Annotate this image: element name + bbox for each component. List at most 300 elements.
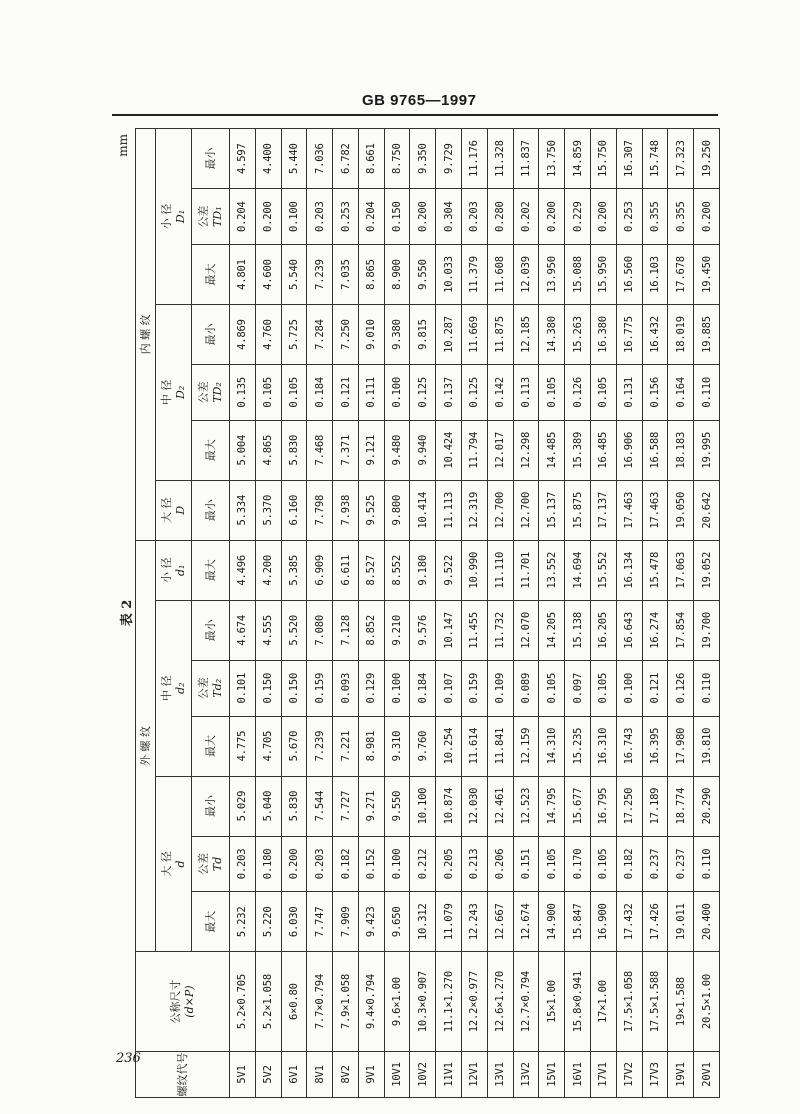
pitch-int-max-cell: 12.298 bbox=[513, 420, 539, 480]
pitch-ext-max-cell: 4.705 bbox=[255, 716, 281, 776]
minor-int-min-cell: 9.350 bbox=[410, 129, 436, 189]
pitch-ext-max-cell: 15.235 bbox=[565, 716, 591, 776]
major-ext-max-cell: 16.900 bbox=[590, 892, 616, 952]
major-int-min-cell: 7.798 bbox=[307, 480, 333, 540]
minor-int-max-cell: 10.033 bbox=[436, 245, 462, 305]
pitch-int-tol-cell: 0.164 bbox=[668, 365, 694, 421]
header-rule bbox=[112, 114, 718, 116]
minor-ext-max-cell: 10.990 bbox=[462, 540, 488, 600]
minor-int-max-cell: 4.600 bbox=[255, 245, 281, 305]
pitch-ext-min-cell: 5.520 bbox=[281, 600, 307, 660]
minor-int-tol-cell: 0.200 bbox=[410, 189, 436, 245]
nominal-size-cell: 15×1.00 bbox=[539, 952, 565, 1052]
table-row bbox=[694, 129, 720, 1098]
pitch-ext-tol-cell: 0.105 bbox=[590, 660, 616, 716]
pitch-int-min-cell: 4.869 bbox=[230, 305, 256, 365]
pitch-ext-tol-cell: 0.129 bbox=[358, 660, 384, 716]
minor-int-max-cell: 8.865 bbox=[358, 245, 384, 305]
pitch-int-tol-cell: 0.105 bbox=[255, 365, 281, 421]
header-minor-int-label: 小 径 bbox=[159, 203, 173, 230]
minor-int-max-cell: 13.950 bbox=[539, 245, 565, 305]
minor-int-tol-cell: 0.200 bbox=[590, 189, 616, 245]
table-row bbox=[436, 129, 462, 1098]
minor-int-tol-cell: 0.253 bbox=[616, 189, 642, 245]
table-row bbox=[487, 129, 513, 1098]
minor-int-tol-cell: 0.253 bbox=[333, 189, 359, 245]
major-ext-max-cell: 17.432 bbox=[616, 892, 642, 952]
header-code: 螺纹代号 bbox=[136, 1051, 230, 1097]
major-ext-max-cell: 5.232 bbox=[230, 892, 256, 952]
header-nominal-label: 公称尺寸 bbox=[168, 979, 182, 1024]
minor-int-tol-cell: 0.100 bbox=[281, 189, 307, 245]
major-ext-tol-cell: 0.182 bbox=[616, 836, 642, 892]
header-minor-ext bbox=[156, 540, 192, 600]
thread-code-cell: 17V2 bbox=[616, 1051, 642, 1097]
minor-int-min-cell: 13.750 bbox=[539, 129, 565, 189]
thread-code-cell: 5V1 bbox=[230, 1051, 256, 1097]
table-row bbox=[410, 129, 436, 1098]
major-ext-max-cell: 19.011 bbox=[668, 892, 694, 952]
nominal-size-cell: 7.9×1.058 bbox=[333, 952, 359, 1052]
major-ext-max-cell: 7.909 bbox=[333, 892, 359, 952]
major-ext-tol-cell: 0.205 bbox=[436, 836, 462, 892]
pitch-int-max-cell: 5.004 bbox=[230, 420, 256, 480]
pitch-int-min-cell: 18.019 bbox=[668, 305, 694, 365]
pitch-int-min-cell: 16.380 bbox=[590, 305, 616, 365]
thread-code-cell: 10V1 bbox=[384, 1051, 410, 1097]
table-body bbox=[230, 129, 720, 1098]
minor-ext-max-cell: 11.701 bbox=[513, 540, 539, 600]
thread-code-cell: 20V1 bbox=[694, 1051, 720, 1097]
header-tol-sym: Td bbox=[210, 856, 224, 872]
minor-ext-max-cell: 15.552 bbox=[590, 540, 616, 600]
major-ext-min-cell: 15.677 bbox=[565, 776, 591, 836]
minor-int-min-cell: 15.748 bbox=[642, 129, 668, 189]
header-tol-tD1 bbox=[192, 189, 230, 245]
pitch-int-min-cell: 7.284 bbox=[307, 305, 333, 365]
minor-int-max-cell: 8.900 bbox=[384, 245, 410, 305]
nominal-size-cell: 11.1×1.270 bbox=[436, 952, 462, 1052]
major-ext-tol-cell: 0.170 bbox=[565, 836, 591, 892]
pitch-int-max-cell: 9.121 bbox=[358, 420, 384, 480]
header-max: 最大 bbox=[192, 420, 230, 480]
pitch-int-max-cell: 15.389 bbox=[565, 420, 591, 480]
pitch-ext-tol-cell: 0.089 bbox=[513, 660, 539, 716]
minor-int-min-cell: 11.837 bbox=[513, 129, 539, 189]
pitch-ext-tol-cell: 0.109 bbox=[487, 660, 513, 716]
major-ext-max-cell: 7.747 bbox=[307, 892, 333, 952]
minor-ext-max-cell: 15.478 bbox=[642, 540, 668, 600]
minor-int-tol-cell: 0.355 bbox=[668, 189, 694, 245]
major-ext-max-cell: 14.900 bbox=[539, 892, 565, 952]
table-row bbox=[281, 129, 307, 1098]
table-row bbox=[565, 129, 591, 1098]
header-max: 最大 bbox=[192, 245, 230, 305]
header-max: 最大 bbox=[192, 716, 230, 776]
minor-ext-max-cell: 17.063 bbox=[668, 540, 694, 600]
header-pitch-int bbox=[156, 305, 192, 481]
pitch-int-max-cell: 9.940 bbox=[410, 420, 436, 480]
nominal-size-cell: 9.6×1.00 bbox=[384, 952, 410, 1052]
header-pitch-ext-label: 中 径 bbox=[159, 675, 173, 701]
thread-dimensions-table bbox=[135, 128, 720, 1098]
table-row bbox=[462, 129, 488, 1098]
rotated-table-block bbox=[118, 128, 720, 1098]
header-pitch-ext bbox=[156, 600, 192, 776]
minor-int-tol-cell: 0.304 bbox=[436, 189, 462, 245]
header-major-int bbox=[156, 480, 192, 540]
minor-ext-max-cell: 13.552 bbox=[539, 540, 565, 600]
pitch-ext-min-cell: 8.852 bbox=[358, 600, 384, 660]
thread-code-cell: 8V1 bbox=[307, 1051, 333, 1097]
header-minor-int bbox=[156, 129, 192, 305]
pitch-ext-min-cell: 11.732 bbox=[487, 600, 513, 660]
table-row bbox=[307, 129, 333, 1098]
pitch-ext-tol-cell: 0.093 bbox=[333, 660, 359, 716]
major-int-min-cell: 9.525 bbox=[358, 480, 384, 540]
nominal-size-cell: 10.3×0.907 bbox=[410, 952, 436, 1052]
minor-int-tol-cell: 0.202 bbox=[513, 189, 539, 245]
major-ext-min-cell: 10.100 bbox=[410, 776, 436, 836]
minor-int-min-cell: 8.750 bbox=[384, 129, 410, 189]
header-major-ext-sym: d bbox=[173, 860, 187, 868]
header-tol-td bbox=[192, 836, 230, 892]
pitch-int-min-cell: 16.432 bbox=[642, 305, 668, 365]
major-int-min-cell: 12.700 bbox=[487, 480, 513, 540]
major-int-min-cell: 17.463 bbox=[642, 480, 668, 540]
table-row bbox=[358, 129, 384, 1098]
major-ext-tol-cell: 0.105 bbox=[539, 836, 565, 892]
pitch-int-tol-cell: 0.105 bbox=[281, 365, 307, 421]
pitch-ext-tol-cell: 0.150 bbox=[281, 660, 307, 716]
thread-code-cell: 8V2 bbox=[333, 1051, 359, 1097]
pitch-int-max-cell: 9.480 bbox=[384, 420, 410, 480]
major-int-min-cell: 12.700 bbox=[513, 480, 539, 540]
pitch-ext-min-cell: 10.147 bbox=[436, 600, 462, 660]
pitch-int-max-cell: 16.906 bbox=[616, 420, 642, 480]
pitch-ext-min-cell: 19.700 bbox=[694, 600, 720, 660]
pitch-int-tol-cell: 0.113 bbox=[513, 365, 539, 421]
nominal-size-cell: 20.5×1.00 bbox=[694, 952, 720, 1052]
thread-code-cell: 16V1 bbox=[565, 1051, 591, 1097]
major-int-min-cell: 10.414 bbox=[410, 480, 436, 540]
header-major-ext-label: 大 径 bbox=[159, 851, 173, 877]
pitch-ext-max-cell: 4.775 bbox=[230, 716, 256, 776]
minor-int-min-cell: 11.328 bbox=[487, 129, 513, 189]
table-row bbox=[668, 129, 694, 1098]
pitch-ext-min-cell: 7.128 bbox=[333, 600, 359, 660]
pitch-ext-max-cell: 7.239 bbox=[307, 716, 333, 776]
pitch-int-tol-cell: 0.105 bbox=[539, 365, 565, 421]
header-major-int-label: 大 径 bbox=[159, 497, 173, 523]
pitch-ext-min-cell: 7.080 bbox=[307, 600, 333, 660]
pitch-ext-tol-cell: 0.101 bbox=[230, 660, 256, 716]
minor-int-tol-cell: 0.150 bbox=[384, 189, 410, 245]
header-nominal-sub: (d×P) bbox=[182, 985, 196, 1018]
major-ext-tol-cell: 0.110 bbox=[694, 836, 720, 892]
major-ext-tol-cell: 0.200 bbox=[281, 836, 307, 892]
pitch-int-max-cell: 10.424 bbox=[436, 420, 462, 480]
pitch-ext-tol-cell: 0.159 bbox=[307, 660, 333, 716]
pitch-int-min-cell: 9.815 bbox=[410, 305, 436, 365]
minor-int-min-cell: 15.750 bbox=[590, 129, 616, 189]
pitch-int-tol-cell: 0.184 bbox=[307, 365, 333, 421]
pitch-int-min-cell: 16.775 bbox=[616, 305, 642, 365]
thread-code-cell: 19V1 bbox=[668, 1051, 694, 1097]
major-int-min-cell: 11.113 bbox=[436, 480, 462, 540]
pitch-int-tol-cell: 0.125 bbox=[410, 365, 436, 421]
pitch-int-tol-cell: 0.100 bbox=[384, 365, 410, 421]
minor-int-tol-cell: 0.204 bbox=[230, 189, 256, 245]
pitch-ext-max-cell: 16.395 bbox=[642, 716, 668, 776]
thread-code-cell: 12V1 bbox=[462, 1051, 488, 1097]
header-min: 最小 bbox=[192, 480, 230, 540]
major-int-min-cell: 15.875 bbox=[565, 480, 591, 540]
major-ext-tol-cell: 0.105 bbox=[590, 836, 616, 892]
pitch-ext-min-cell: 11.455 bbox=[462, 600, 488, 660]
standard-number: GB 9765—1997 bbox=[362, 92, 477, 109]
header-tol-label: 公差 bbox=[196, 205, 210, 228]
header-min: 最小 bbox=[192, 305, 230, 365]
nominal-size-cell: 17×1.00 bbox=[590, 952, 616, 1052]
major-ext-min-cell: 9.550 bbox=[384, 776, 410, 836]
major-ext-max-cell: 12.674 bbox=[513, 892, 539, 952]
thread-code-cell: 17V3 bbox=[642, 1051, 668, 1097]
pitch-int-max-cell: 19.995 bbox=[694, 420, 720, 480]
pitch-ext-min-cell: 14.205 bbox=[539, 600, 565, 660]
major-int-min-cell: 12.319 bbox=[462, 480, 488, 540]
major-ext-tol-cell: 0.100 bbox=[384, 836, 410, 892]
major-ext-tol-cell: 0.180 bbox=[255, 836, 281, 892]
major-ext-min-cell: 7.727 bbox=[333, 776, 359, 836]
table-row bbox=[255, 129, 281, 1098]
header-minor-ext-label: 小 径 bbox=[159, 557, 173, 584]
pitch-ext-max-cell: 11.841 bbox=[487, 716, 513, 776]
major-ext-max-cell: 12.243 bbox=[462, 892, 488, 952]
pitch-int-max-cell: 16.588 bbox=[642, 420, 668, 480]
pitch-ext-max-cell: 9.310 bbox=[384, 716, 410, 776]
pitch-int-min-cell: 11.875 bbox=[487, 305, 513, 365]
minor-int-min-cell: 4.400 bbox=[255, 129, 281, 189]
pitch-int-min-cell: 9.380 bbox=[384, 305, 410, 365]
major-int-min-cell: 9.800 bbox=[384, 480, 410, 540]
pitch-int-tol-cell: 0.142 bbox=[487, 365, 513, 421]
major-ext-min-cell: 16.795 bbox=[590, 776, 616, 836]
major-ext-min-cell: 17.250 bbox=[616, 776, 642, 836]
major-int-min-cell: 6.160 bbox=[281, 480, 307, 540]
minor-int-min-cell: 4.597 bbox=[230, 129, 256, 189]
minor-int-tol-cell: 0.200 bbox=[539, 189, 565, 245]
pitch-int-tol-cell: 0.105 bbox=[590, 365, 616, 421]
major-ext-min-cell: 9.271 bbox=[358, 776, 384, 836]
major-ext-max-cell: 5.220 bbox=[255, 892, 281, 952]
major-ext-tol-cell: 0.237 bbox=[668, 836, 694, 892]
pitch-ext-min-cell: 16.643 bbox=[616, 600, 642, 660]
pitch-int-min-cell: 5.725 bbox=[281, 305, 307, 365]
major-int-min-cell: 5.370 bbox=[255, 480, 281, 540]
minor-int-tol-cell: 0.200 bbox=[255, 189, 281, 245]
header-tol-label: 公差 bbox=[196, 852, 210, 875]
major-int-min-cell: 19.050 bbox=[668, 480, 694, 540]
minor-ext-max-cell: 6.611 bbox=[333, 540, 359, 600]
table-title: 表 2 bbox=[120, 599, 135, 627]
nominal-size-cell: 12.7×0.794 bbox=[513, 952, 539, 1052]
header-tol-label: 公差 bbox=[196, 381, 210, 404]
pitch-int-max-cell: 5.830 bbox=[281, 420, 307, 480]
pitch-int-tol-cell: 0.111 bbox=[358, 365, 384, 421]
pitch-int-min-cell: 7.250 bbox=[333, 305, 359, 365]
header-min: 最小 bbox=[192, 776, 230, 836]
minor-int-tol-cell: 0.203 bbox=[307, 189, 333, 245]
minor-int-max-cell: 4.801 bbox=[230, 245, 256, 305]
pitch-int-min-cell: 4.760 bbox=[255, 305, 281, 365]
minor-int-tol-cell: 0.355 bbox=[642, 189, 668, 245]
pitch-ext-max-cell: 9.760 bbox=[410, 716, 436, 776]
pitch-int-max-cell: 4.865 bbox=[255, 420, 281, 480]
pitch-ext-min-cell: 4.555 bbox=[255, 600, 281, 660]
pitch-int-tol-cell: 0.125 bbox=[462, 365, 488, 421]
major-ext-max-cell: 6.030 bbox=[281, 892, 307, 952]
pitch-ext-max-cell: 7.221 bbox=[333, 716, 359, 776]
header-nominal bbox=[136, 952, 230, 1052]
header-major-ext bbox=[156, 776, 192, 952]
pitch-ext-max-cell: 5.670 bbox=[281, 716, 307, 776]
major-ext-tol-cell: 0.206 bbox=[487, 836, 513, 892]
major-ext-max-cell: 17.426 bbox=[642, 892, 668, 952]
major-ext-max-cell: 20.400 bbox=[694, 892, 720, 952]
pitch-ext-max-cell: 17.980 bbox=[668, 716, 694, 776]
minor-int-max-cell: 12.039 bbox=[513, 245, 539, 305]
nominal-size-cell: 17.5×1.588 bbox=[642, 952, 668, 1052]
pitch-ext-tol-cell: 0.097 bbox=[565, 660, 591, 716]
header-tol-label: 公差 bbox=[196, 677, 210, 700]
minor-int-min-cell: 7.036 bbox=[307, 129, 333, 189]
pitch-ext-max-cell: 12.159 bbox=[513, 716, 539, 776]
header-pitch-int-sym: D₂ bbox=[173, 385, 187, 399]
nominal-size-cell: 9.4×0.794 bbox=[358, 952, 384, 1052]
pitch-ext-max-cell: 8.981 bbox=[358, 716, 384, 776]
thread-code-cell: 13V1 bbox=[487, 1051, 513, 1097]
minor-ext-max-cell: 8.552 bbox=[384, 540, 410, 600]
pitch-ext-max-cell: 11.614 bbox=[462, 716, 488, 776]
pitch-ext-tol-cell: 0.100 bbox=[616, 660, 642, 716]
pitch-ext-max-cell: 16.743 bbox=[616, 716, 642, 776]
nominal-size-cell: 5.2×0.705 bbox=[230, 952, 256, 1052]
minor-int-max-cell: 11.379 bbox=[462, 245, 488, 305]
major-ext-tol-cell: 0.182 bbox=[333, 836, 359, 892]
thread-code-cell: 9V1 bbox=[358, 1051, 384, 1097]
thread-code-cell: 13V2 bbox=[513, 1051, 539, 1097]
pitch-ext-tol-cell: 0.121 bbox=[642, 660, 668, 716]
nominal-size-cell: 5.2×1.058 bbox=[255, 952, 281, 1052]
major-ext-min-cell: 12.461 bbox=[487, 776, 513, 836]
pitch-int-tol-cell: 0.156 bbox=[642, 365, 668, 421]
minor-ext-max-cell: 9.180 bbox=[410, 540, 436, 600]
minor-int-min-cell: 8.661 bbox=[358, 129, 384, 189]
header-major-int-sym: D bbox=[173, 505, 187, 515]
table-row bbox=[590, 129, 616, 1098]
major-ext-min-cell: 12.523 bbox=[513, 776, 539, 836]
header-tol-sym: Td₂ bbox=[210, 678, 224, 698]
major-ext-tol-cell: 0.203 bbox=[307, 836, 333, 892]
major-ext-min-cell: 20.290 bbox=[694, 776, 720, 836]
major-int-min-cell: 20.642 bbox=[694, 480, 720, 540]
pitch-int-max-cell: 14.485 bbox=[539, 420, 565, 480]
table-row bbox=[616, 129, 642, 1098]
minor-int-max-cell: 19.450 bbox=[694, 245, 720, 305]
minor-ext-max-cell: 4.200 bbox=[255, 540, 281, 600]
nominal-size-cell: 12.6×1.270 bbox=[487, 952, 513, 1052]
pitch-int-min-cell: 9.010 bbox=[358, 305, 384, 365]
major-ext-min-cell: 18.774 bbox=[668, 776, 694, 836]
minor-ext-max-cell: 16.134 bbox=[616, 540, 642, 600]
minor-int-max-cell: 9.550 bbox=[410, 245, 436, 305]
table-row bbox=[642, 129, 668, 1098]
header-max: 最大 bbox=[192, 892, 230, 952]
header-external: 外 螺 纹 bbox=[136, 540, 156, 952]
header-max: 最大 bbox=[192, 540, 230, 600]
nominal-size-cell: 17.5×1.058 bbox=[616, 952, 642, 1052]
pitch-ext-min-cell: 15.138 bbox=[565, 600, 591, 660]
unit-label: mm bbox=[116, 134, 130, 157]
pitch-ext-min-cell: 9.210 bbox=[384, 600, 410, 660]
pitch-int-tol-cell: 0.110 bbox=[694, 365, 720, 421]
major-int-min-cell: 17.137 bbox=[590, 480, 616, 540]
pitch-int-min-cell: 15.263 bbox=[565, 305, 591, 365]
minor-int-min-cell: 9.729 bbox=[436, 129, 462, 189]
header-pitch-ext-sym: d₂ bbox=[173, 682, 187, 694]
minor-int-max-cell: 17.678 bbox=[668, 245, 694, 305]
pitch-ext-min-cell: 12.070 bbox=[513, 600, 539, 660]
pitch-int-max-cell: 11.794 bbox=[462, 420, 488, 480]
pitch-ext-max-cell: 16.310 bbox=[590, 716, 616, 776]
pitch-int-tol-cell: 0.135 bbox=[230, 365, 256, 421]
major-ext-min-cell: 10.874 bbox=[436, 776, 462, 836]
minor-int-tol-cell: 0.200 bbox=[694, 189, 720, 245]
pitch-int-max-cell: 7.468 bbox=[307, 420, 333, 480]
major-ext-max-cell: 11.079 bbox=[436, 892, 462, 952]
header-internal: 内 螺 纹 bbox=[136, 129, 156, 541]
header-minor-ext-sym: d₁ bbox=[173, 564, 187, 576]
major-int-min-cell: 17.463 bbox=[616, 480, 642, 540]
pitch-ext-tol-cell: 0.110 bbox=[694, 660, 720, 716]
major-ext-tol-cell: 0.237 bbox=[642, 836, 668, 892]
minor-int-max-cell: 7.239 bbox=[307, 245, 333, 305]
header-min: 最小 bbox=[192, 129, 230, 189]
thread-code-cell: 17V1 bbox=[590, 1051, 616, 1097]
minor-ext-max-cell: 4.496 bbox=[230, 540, 256, 600]
pitch-int-tol-cell: 0.121 bbox=[333, 365, 359, 421]
pitch-ext-max-cell: 14.310 bbox=[539, 716, 565, 776]
thread-code-cell: 5V2 bbox=[255, 1051, 281, 1097]
pitch-ext-tol-cell: 0.100 bbox=[384, 660, 410, 716]
major-ext-tol-cell: 0.212 bbox=[410, 836, 436, 892]
table-row bbox=[513, 129, 539, 1098]
minor-int-max-cell: 7.035 bbox=[333, 245, 359, 305]
pitch-ext-min-cell: 16.274 bbox=[642, 600, 668, 660]
minor-int-tol-cell: 0.280 bbox=[487, 189, 513, 245]
major-ext-max-cell: 10.312 bbox=[410, 892, 436, 952]
pitch-ext-max-cell: 19.810 bbox=[694, 716, 720, 776]
minor-int-max-cell: 16.103 bbox=[642, 245, 668, 305]
minor-int-min-cell: 5.440 bbox=[281, 129, 307, 189]
pitch-ext-min-cell: 9.576 bbox=[410, 600, 436, 660]
minor-int-max-cell: 15.950 bbox=[590, 245, 616, 305]
minor-ext-max-cell: 6.909 bbox=[307, 540, 333, 600]
thread-code-cell: 11V1 bbox=[436, 1051, 462, 1097]
table-row bbox=[384, 129, 410, 1098]
major-ext-max-cell: 12.667 bbox=[487, 892, 513, 952]
